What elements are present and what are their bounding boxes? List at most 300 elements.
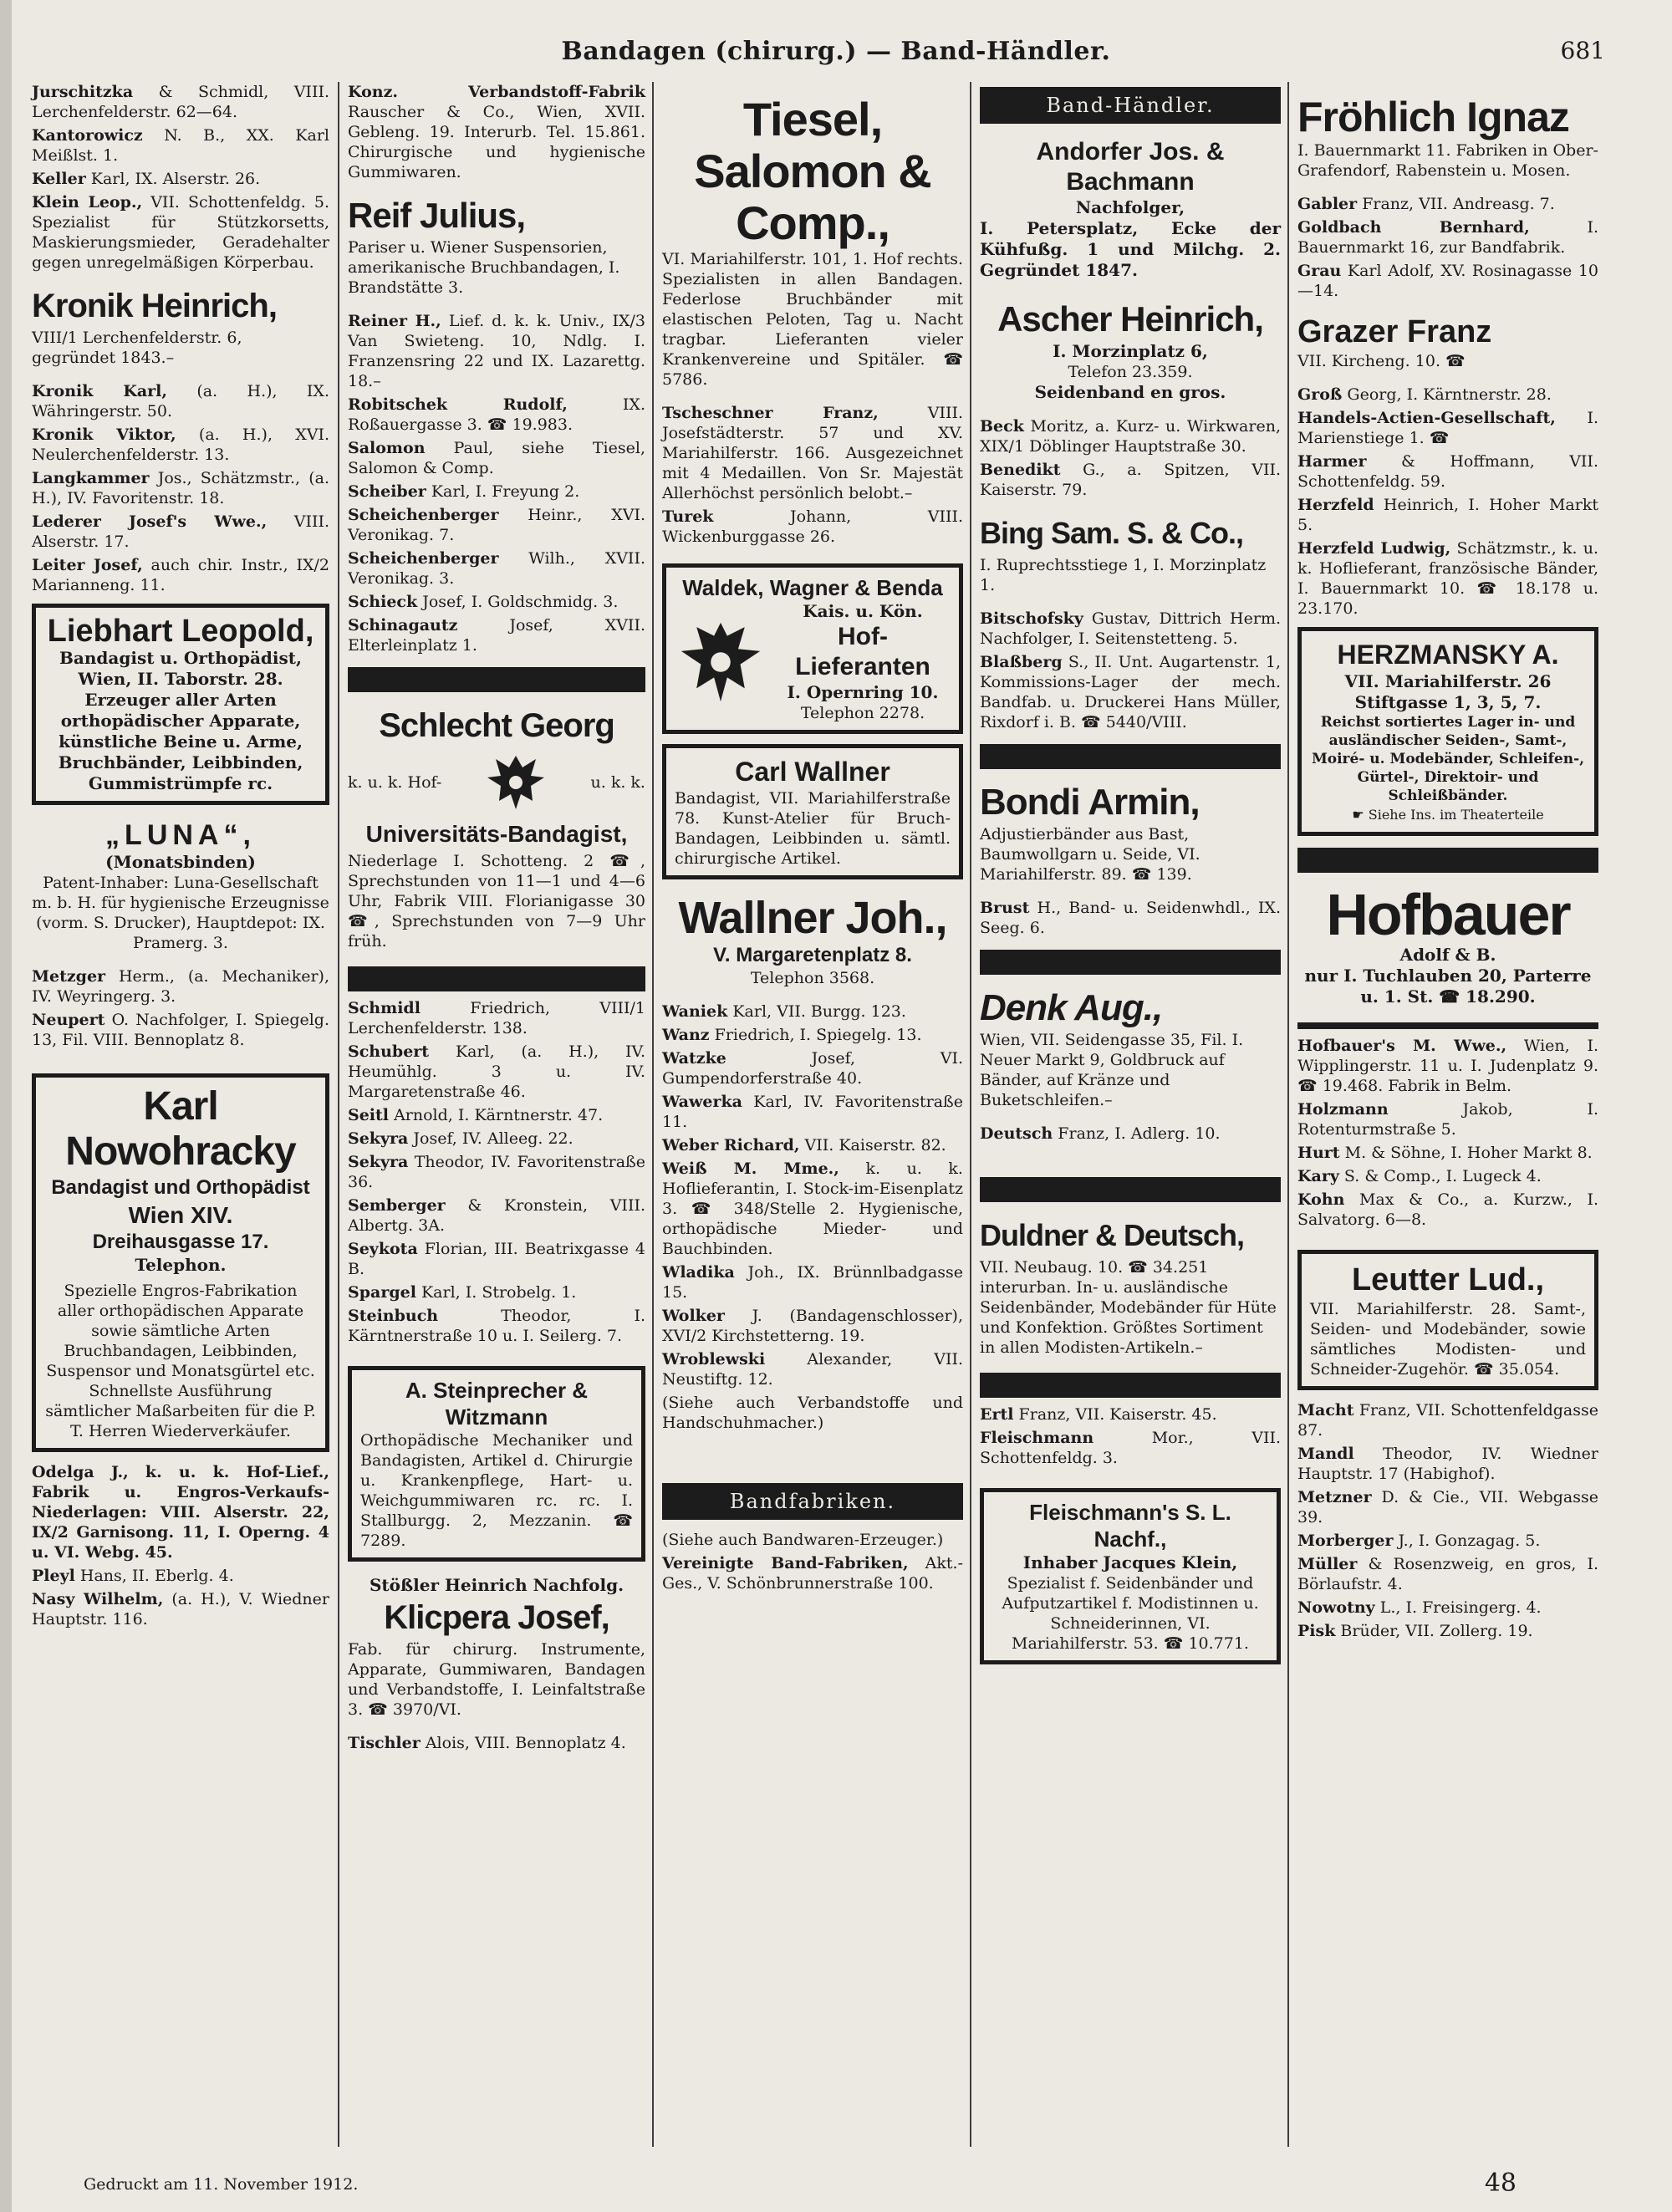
entry-text: Theodor, I. Kärntnerstraße 10 u. I. Seilerg. 7. (348, 1307, 645, 1345)
directory-entry (662, 1530, 963, 1550)
ad-line1: Bandagist und Orthopädist (51, 1176, 310, 1199)
ad-sub: Inhaber Jacques Klein, (1022, 1552, 1238, 1572)
entry-text: Karl, (a. H.), IV. Heumühlg. 3 u. IV. Margaretenstraße 46. (348, 1042, 645, 1101)
entry-name: Handels-Actien-Gesellschaft, (1297, 409, 1556, 427)
ad-text: Bandagist u. Orthopädist, Wien, II. Taborstr. 28. Erzeuger aller Arten orthopädischer Apparate, künstliche Beine u. Arme, Bruchbänder, Leibbinden, Gummistrümpfe rc. (58, 648, 303, 793)
entry-name: Langkammer (32, 469, 150, 487)
directory-entry (348, 1282, 645, 1302)
entry-text: Paul, siehe Tiesel, Salomon & Comp. (348, 439, 645, 477)
directory-entry (980, 1404, 1281, 1425)
ad-liebhart-leopold (32, 604, 329, 805)
entries-col4c (980, 898, 1281, 938)
directory-entry (1297, 1487, 1598, 1527)
directory-entry (348, 82, 645, 182)
directory-entry (1297, 495, 1598, 535)
directory-entry (980, 1124, 1281, 1144)
entry-text: H., Band- u. Seidenwhdl., IX. Seeg. 6. (980, 899, 1282, 937)
ad-bing-sam (980, 508, 1281, 599)
entry-name: Schinagautz (348, 616, 458, 635)
entry-text: S. & Comp., I. Lugeck 4. (1343, 1167, 1542, 1185)
entry-text: Georg, I. Kärntnerstr. 28. (1347, 385, 1552, 404)
ad-text: VI. Mariahilferstr. 101, 1. Hof rechts. Spezialisten in allen Bandagen. Federlose Bruchbänder mit elastischen Peloten, Tag u. Nacht tragbar. Lieferanten vieler Krankenvereine und Spitäler. ☎ 5786. (662, 250, 963, 389)
directory-entry (662, 1262, 963, 1302)
ad-name: Denk Aug., (980, 987, 1163, 1028)
entries-col4a (980, 416, 1281, 500)
directory-entry (348, 1195, 645, 1236)
column-5 (1291, 82, 1605, 2147)
ad-luna (32, 815, 329, 956)
ad-odelga (32, 1462, 329, 1562)
directory-entry (348, 482, 645, 502)
ad-reif-julius (348, 191, 645, 301)
column-4 (973, 82, 1287, 2147)
ad-top: Stößler Heinrich Nachfolg. (369, 1575, 624, 1595)
directory-entry (1297, 1099, 1598, 1139)
entry-text: (a. H.), V. Wiedner Hauptstr. 116. (32, 1590, 329, 1628)
entry-name: Grau (1297, 262, 1342, 280)
entry-text: Arnold, I. Kärntnerstr. 47. (394, 1106, 604, 1124)
directory-entry (980, 416, 1281, 456)
ad-text: VII. Kircheng. 10. ☎ (1297, 352, 1466, 370)
entry-text: Karl, VII. Burgg. 123. (732, 1002, 906, 1021)
entry-text: Franz, I. Adlerg. 10. (1058, 1124, 1221, 1143)
ad-sub: (Monatsbinden) (105, 852, 256, 872)
ad-text: Pariser u. Wiener Suspensorien, amerikanische Bruchbandagen, I. Brandstätte 3. (348, 238, 620, 297)
entry-text: & Kronstein, VIII. Albertg. 3A. (348, 1196, 645, 1235)
entry-text: Gustav, Dittrich Herm. Nachfolger, I. Seitenstetteng. 5. (980, 609, 1281, 648)
directory-entry (32, 512, 329, 552)
entry-text: VII. Schottenfeldg. 5. Spezialist für Stützkorsetts, Maskierungsmieder, Geradehalter gegen unregelmäßigen Körperbau. (32, 193, 329, 272)
ad-text: nur I. Tuchlauben 20, Parterre u. 1. St. ☎ 18.290. (1304, 966, 1592, 1007)
entries-col4d (980, 1124, 1281, 1144)
entry-text: Jakob, I. Rotenturmstraße 5. (1297, 1100, 1599, 1139)
entry-text: M. & Söhne, I. Hoher Markt 8. (1344, 1144, 1593, 1162)
ad-name: Liebhart Leopold, (47, 614, 314, 649)
ad-text: VII. Mariahilferstr. 28. Samt-, Seiden- und Modebänder, sowie sämtliches Modisten- und Schneider-Zugehör. ☎ 35.054. (1310, 1300, 1586, 1379)
directory-entry (662, 1349, 963, 1389)
ad-name: Schlecht Georg (379, 707, 614, 744)
entry-name: Schieck (348, 593, 418, 611)
ad-line1: V. Margaretenplatz 8. (713, 944, 912, 966)
ad-klicpera-josef (348, 1572, 645, 1723)
directory-entry (1297, 194, 1598, 214)
entry-text: O. Nachfolger, I. Spiegelg. 13, Fil. VIII. Bennoplatz 8. (32, 1011, 330, 1049)
ad-text: Reichst sortiertes Lager in- und ausländischer Seiden-, Samt-, Moiré- u. Modebänder, Schleifen-, Gürtel-, Direktoir- und Schleißbänder. (1311, 714, 1585, 804)
ad-name: Carl Wallner (735, 757, 890, 787)
entry-text: (Siehe auch Bandwaren-Erzeuger.) (662, 1531, 944, 1549)
entry-text: Theodor, IV. Favoritenstraße 36. (348, 1153, 645, 1191)
entry-name: Scheichenberger (348, 506, 499, 524)
entry-name: Jurschitzka (32, 83, 134, 101)
entry-name: Brust (980, 899, 1030, 917)
directory-entry (32, 1010, 329, 1050)
entry-text: Karl, I. Freyung 2. (431, 482, 580, 501)
entry-name: Mandl (1297, 1445, 1354, 1463)
entry-text: IX. Roßauergasse 3. ☎ 19.983. (348, 395, 645, 434)
entry-name: Morberger (1297, 1532, 1394, 1550)
ad-hof-right: u. k. k. (590, 773, 645, 792)
entry-text: Friedrich, VIII/1 Lerchenfelderstr. 138. (348, 999, 646, 1037)
divider-bar (348, 966, 645, 991)
ad-name: Bondi Armin, (980, 782, 1200, 823)
directory-entry (1297, 1190, 1598, 1230)
ad-name: Duldner & Deutsch, (980, 1218, 1245, 1252)
entry-text: Josef, IV. Alleeg. 22. (413, 1129, 573, 1148)
entry-text: & Rosenzweig, en gros, I. Börlaufstr. 4. (1297, 1555, 1599, 1593)
ad-name: A. Steinprecher & Witzmann (405, 1378, 589, 1430)
ad-text: I. Petersplatz, Ecke der Kühfußg. 1 und Milchg. 2. Gegründet 1847. (980, 218, 1281, 280)
entry-text: Heinrich, I. Hoher Markt 5. (1297, 496, 1598, 534)
ad-carl-wallner (662, 744, 963, 879)
entries-col1b (32, 966, 329, 1050)
ad-note (1310, 805, 1586, 825)
ad-text: Spezialist f. Seidenbänder und Aufputzartikel f. Modistinnen u. Schneiderinnen, VI. Mariahilferstr. 53. ☎ 10.771. (1002, 1574, 1259, 1653)
entry-name: Schubert (348, 1042, 430, 1061)
ad-name: Fleischmann's S. L. Nachf., (1029, 1500, 1231, 1552)
column-rule (970, 82, 971, 2147)
entry-name: Hurt (1297, 1144, 1340, 1162)
entry-text: Theodor, IV. Wiedner Hauptstr. 17 (Habighof). (1297, 1445, 1598, 1483)
page-number: 681 (1560, 37, 1605, 64)
entry-name: Macht (1297, 1401, 1354, 1419)
ad-name: Karl Nowohracky (65, 1084, 296, 1174)
entry-text: Brüder, VII. Zollerg. 19. (1340, 1622, 1533, 1640)
entry-text: Hans, II. Eberlg. 4. (79, 1567, 234, 1585)
directory-entry (662, 1135, 963, 1155)
entry-text: Karl, IX. Alserstr. 26. (90, 170, 261, 188)
directory-entry (348, 1306, 645, 1346)
entry-text: Karl, IV. Favoritenstraße 11. (662, 1093, 963, 1131)
entry-text: Josef, XVII. Elterleinplatz 1. (348, 616, 645, 655)
divider-bar (1297, 1022, 1598, 1029)
directory-entry (662, 507, 963, 547)
entry-name: Kronik Karl, (32, 382, 167, 400)
entries-col3c (662, 1530, 963, 1593)
ad-bondi-armin (980, 777, 1281, 888)
entry-name: Fleischmann (980, 1429, 1094, 1447)
double-eagle-icon (481, 747, 551, 818)
print-date: Gedruckt am 11. November 1912. (84, 2175, 359, 2194)
directory-entry (1297, 1400, 1598, 1440)
ad-herzmansky (1297, 627, 1598, 836)
entry-name: Groß (1297, 385, 1343, 404)
ad-line3: Seidenband en gros. (1034, 382, 1226, 402)
directory-entry (32, 966, 329, 1007)
sheet-number: 48 (1484, 2169, 1517, 2198)
section-title: Bandagen (chirurg.) — Band-Händler. (561, 37, 1111, 66)
ad-note-text: Siehe Ins. im Theaterteile (1368, 807, 1544, 823)
ad-line3: Dreihausgasse 17. (92, 1231, 269, 1253)
directory-entry (1297, 538, 1598, 619)
entry-name: Seykota (348, 1240, 418, 1258)
entry-name: Klein Leop., (32, 193, 143, 212)
entry-text: Joh., IX. Brünnlbadgasse 15. (662, 1263, 963, 1302)
directory-entry (348, 548, 645, 589)
entry-name: Beck (980, 417, 1024, 436)
ad-name: Reif Julius, (348, 196, 526, 235)
directory-entry (662, 403, 963, 503)
ad-sub: Nachfolger, (1075, 197, 1185, 217)
ad-name: Ascher Heinrich, (997, 299, 1263, 339)
entry-name: Metzger (32, 967, 106, 986)
ad-text: Fab. für chirurg. Instrumente, Apparate, Gummiwaren, Bandagen und Verbandstoffe, I. Leinfaltstraße 3. ☎ 3970/VI. (348, 1640, 645, 1719)
entry-name: Nowotny (1297, 1598, 1375, 1617)
directory-entry (32, 555, 329, 595)
entry-text: Rauscher & Co., Wien, XVII. Gebleng. 19. Interurb. Tel. 15.861. Chirurgische und hygienische Gummiwaren. (348, 103, 645, 181)
ad-right (775, 601, 951, 723)
ad-text: Adjustierbänder aus Bast, Baumwollgarn u. Seide, VI. Mariahilferstr. 89. ☎ 139. (980, 825, 1200, 884)
ad-fleischmann (980, 1488, 1281, 1664)
entry-name: Salomon (348, 439, 426, 457)
entry-name: Pleyl (32, 1567, 75, 1585)
directory-entry (980, 898, 1281, 938)
column-rule (1287, 82, 1289, 2147)
entry-name: Holzmann (1297, 1100, 1389, 1119)
directory-entry (32, 169, 329, 189)
ad-line4: Telephon. (135, 1255, 227, 1275)
entries-col2c (348, 998, 645, 1346)
entry-text: I. Bauernmarkt 16, zur Bandfabrik. (1297, 218, 1598, 257)
directory-entry (348, 1129, 645, 1149)
ad-leutter-lud (1297, 1250, 1598, 1390)
entry-name: Bitschofsky (980, 609, 1083, 628)
directory-entry (1297, 1166, 1598, 1186)
directory-entry (348, 1105, 645, 1125)
entries-col5b (1297, 385, 1598, 619)
entry-text: Alois, VIII. Bennoplatz 4. (425, 1734, 626, 1752)
entry-name: Gabler (1297, 195, 1358, 213)
entry-name: Kohn (1297, 1190, 1345, 1209)
ad-grazer-franz (1297, 309, 1598, 375)
entry-text: k. u. k. Hoflieferantin, I. Stock-im-Eisenplatz 3. ☎ 348/Stelle 2. Hygienische, orthopädische Mieder- und Bauchbinden. (662, 1160, 963, 1258)
entry-text: Moritz, a. Kurz- u. Wirkwaren, XIX/1 Döblinger Hauptstraße 30. (980, 417, 1281, 456)
entry-text: Wien, I. Wipplingerstr. 11 u. I. Judenplatz 9. ☎ 19.468. Fabrik in Belm. (1297, 1037, 1598, 1095)
entry-text: Wilh., XVII. Veronikag. 3. (348, 549, 645, 588)
ad-schlecht-georg (348, 701, 645, 955)
directory-entry (348, 505, 645, 545)
ad-line1: VII. Mariahilferstr. 26 (1344, 671, 1552, 691)
entry-name: Kary (1297, 1167, 1339, 1185)
divider-bar (980, 950, 1281, 975)
directory-entry (348, 1152, 645, 1192)
entry-name: Wroblewski (662, 1350, 766, 1368)
entries-col1-kronik (32, 381, 329, 595)
ad-duldner-deutsch (980, 1210, 1281, 1361)
ad-hof-left: k. u. k. Hof- (348, 773, 442, 792)
ad-ascher-heinrich (980, 294, 1281, 406)
ad-karl-nowohracky (32, 1073, 329, 1452)
entry-text: D. & Cie., VII. Webgasse 39. (1297, 1488, 1599, 1526)
directory-entry (662, 1553, 963, 1593)
entries-col1 (32, 82, 329, 273)
directory-entry (1297, 1598, 1598, 1618)
directory-entry (662, 1306, 963, 1346)
directory-entry (32, 1589, 329, 1629)
entry-name: Benedikt (980, 461, 1061, 479)
directory-entry (348, 1239, 645, 1279)
ad-name: HERZMANSKY A. (1337, 640, 1559, 670)
entry-name: Weber Richard, (662, 1136, 800, 1154)
entries-col2d (348, 1733, 645, 1753)
directory-entry (1297, 1621, 1598, 1641)
ad-line2: Stiftgasse 1, 3, 5, 7. (1354, 692, 1542, 712)
entry-text: auch chir. Instr., IX/2 Marianneng. 11. (32, 556, 329, 594)
entry-name: Hofbauer's M. Wwe., (1297, 1037, 1507, 1055)
entry-name: Seitl (348, 1106, 390, 1124)
directory-entry (32, 468, 329, 508)
ad-waldek-wagner-benda (662, 563, 963, 734)
page-header (30, 37, 1642, 70)
entry-name: Schmidl (348, 999, 421, 1017)
entry-name: Lederer Josef's Wwe., (32, 512, 268, 531)
entry-text: L., I. Freisingerg. 4. (1379, 1598, 1542, 1617)
entry-text: Franz, VII. Andreasg. 7. (1362, 195, 1555, 213)
entries-col4e (980, 1404, 1281, 1468)
entry-text: VII. Kaiserstr. 82. (804, 1136, 946, 1154)
directory-entry (348, 615, 645, 655)
entry-name: Semberger (348, 1196, 446, 1215)
entry-name: Spargel (348, 1283, 416, 1302)
entry-name: Scheiber (348, 482, 426, 501)
directory-entry (1297, 451, 1598, 492)
entry-text: G., a. Spitzen, VII. Kaiserstr. 79. (980, 461, 1281, 499)
entries-col1c (32, 1566, 329, 1629)
entry-name: Turek (662, 507, 714, 526)
entry-text: (Siehe auch Verbandstoffe und Handschuhmacher.) (662, 1394, 963, 1432)
column-1 (25, 82, 336, 2147)
entry-name: Watzke (662, 1049, 726, 1068)
pointing-hand-icon: ☛ (1352, 807, 1369, 823)
entry-text: Josef, I. Goldschmidg. 3. (422, 593, 619, 611)
directory-entry (348, 998, 645, 1038)
ad-tel: Telephon 2278. (800, 704, 925, 722)
column-3 (655, 82, 970, 2147)
heading-bandfabriken: Bandfabriken. (662, 1483, 963, 1520)
entry-text: Schätzmstr., k. u. k. Hoflieferant, französische Bänder, I. Bauernmarkt 10. ☎ 18.178 u. 23.170. (1297, 539, 1599, 618)
entry-text: Karl Adolf, XV. Rosinagasse 10—14. (1297, 262, 1598, 300)
directory-entry (980, 652, 1281, 732)
directory-entry (662, 1048, 963, 1088)
directory-entry (348, 592, 645, 612)
entry-text: Josef, VI. Gumpendorferstraße 40. (662, 1049, 963, 1088)
ad-name: Hofbauer (1326, 882, 1570, 947)
entry-name: Pisk (1297, 1622, 1336, 1640)
entry-name: Goldbach Bernhard, (1297, 218, 1530, 237)
ad-andorfer-bachmann (980, 134, 1281, 284)
directory-entry (1297, 1531, 1598, 1551)
entry-text: VIII. Alserstr. 17. (32, 512, 329, 551)
entry-text: Max & Co., a. Kurzw., I. Salvatorg. 6—8. (1297, 1190, 1598, 1229)
divider-bar (980, 1373, 1281, 1398)
ad-name: Bing Sam. S. & Co., (980, 516, 1244, 550)
directory-entry (32, 425, 329, 465)
ad-text: VIII/1 Lerchenfelderstr. 6, gegründet 1843.– (32, 329, 242, 367)
entry-text: Franz, VII. Schottenfeldgasse 87. (1297, 1401, 1598, 1440)
entry-name: Scheichenberger (348, 549, 499, 568)
entry-name: Wanz (662, 1026, 710, 1044)
directory-entry (1297, 1036, 1598, 1096)
ad-name: Kronik Heinrich, (32, 288, 277, 324)
entry-text: Akt.-Ges., V. Schönbrunnerstraße 100. (662, 1554, 963, 1593)
ad-line1: Adolf & B. (1399, 945, 1496, 965)
directory-entry (1297, 408, 1598, 448)
ad-text: Wien, VII. Seidengasse 35, Fil. I. Neuer Markt 9, Goldbruck auf Bänder, auf Kränze und Buketschleifen.– (980, 1031, 1244, 1109)
entry-name: Blaßberg (980, 653, 1063, 671)
directory-entry (32, 82, 329, 122)
column-rule (338, 82, 339, 2147)
directory-entry (662, 1159, 963, 1259)
entry-name: Nasy Wilhelm, (32, 1590, 164, 1608)
entry-text: & Hoffmann, VII. Schottenfeldg. 59. (1297, 452, 1598, 491)
entry-text: Franz, VII. Kaiserstr. 45. (1018, 1405, 1217, 1424)
directory-entry (348, 311, 645, 391)
entry-text: Herm., (a. Mechaniker), IV. Weyringerg. 3. (32, 967, 329, 1006)
ad-text: VII. Neubaug. 10. ☎ 34.251 interurban. In- u. ausländische Seidenbänder, Modebänder für Hüte und Konfektion. Größtes Sortiment in allen Modisten-Artikeln.– (980, 1258, 1277, 1357)
column-rule (652, 82, 654, 2147)
directory-entry (980, 609, 1281, 649)
ad-wallner-joh (662, 889, 963, 991)
directory-entry (348, 395, 645, 435)
entry-name: Robitschek Rudolf, (348, 395, 568, 414)
directory-entry (348, 438, 645, 478)
entry-text: Jos., Schätzmstr., (a. H.), IV. Favoritenstr. 18. (32, 469, 329, 507)
entries-col2a (348, 82, 645, 182)
directory-entry (32, 192, 329, 273)
directory-entry (662, 1002, 963, 1022)
entry-name: Keller (32, 170, 86, 188)
ad-line1: I. Morzinplatz 6, (1053, 341, 1208, 361)
ad-name: Fröhlich Ignaz (1297, 94, 1569, 140)
ad-text: Spezielle Engros-Fabrikation aller orthopädischen Apparate sowie sämtliche Arten Bruchbandagen, Leibbinden, Suspensor und Monatsgürtel etc. Schnellste Ausführung sämtlicher Maßarbeiten für die P. T. Herren Wiederverkäufer. (45, 1282, 316, 1440)
directory-entry (1297, 1444, 1598, 1484)
directory-entry (662, 1025, 963, 1045)
entry-name: Neupert (32, 1011, 105, 1029)
entry-text: S., II. Unt. Augartenstr. 1, Kommissions-Lager der mech. Bandfab. u. Druckerei Hans Müller, Rixdorf i. B. ☎ 5440/VIII. (980, 653, 1281, 731)
imperial-eagle-icon (675, 616, 767, 708)
ad-addr: I. Opernring 10. (787, 682, 939, 702)
entry-text: Friedrich, I. Spiegelg. 13. (714, 1026, 922, 1044)
ad-text: Niederlage I. Schotteng. 2 ☎, Sprechstunden von 11—1 und 4—6 Uhr, Fabrik VIII. Florianigasse 30 ☎, Sprechstunden von 7—9 Uhr früh. (348, 852, 645, 951)
entry-name: Tischler (348, 1734, 421, 1752)
entry-name: Kantorowicz (32, 126, 143, 145)
directory-entry (980, 460, 1281, 500)
entries-col5d (1297, 1400, 1598, 1641)
entry-name: Sekyra (348, 1129, 409, 1148)
entry-name: Vereinigte Band-Fabriken, (662, 1554, 909, 1572)
ad-name: Grazer Franz (1297, 314, 1492, 349)
entry-text: N. B., XX. Karl Meißlst. 1. (32, 126, 329, 165)
entries-col3a (662, 403, 963, 547)
entries-col3b (662, 1002, 963, 1433)
directory-entry (1297, 261, 1598, 301)
ad-name: „LUNA“, (105, 819, 256, 851)
entry-name: Wolker (662, 1307, 725, 1325)
entry-text: (a. H.), IX. Währingerstr. 50. (32, 382, 329, 420)
page-footer (84, 2169, 1642, 2202)
entry-name: Müller (1297, 1555, 1358, 1573)
divider-bar (348, 667, 645, 692)
ad-denk-aug (980, 983, 1281, 1114)
entry-text: Lief. d. k. k. Univ., IX/3 Van Swieteng. 10, Ndlg. I. Franzensring 22 und IX. Lazarettg. 18.– (348, 312, 645, 390)
directory-entry (1297, 217, 1598, 257)
entry-text: Johann, VIII. Wickenburggasse 26. (662, 507, 964, 546)
entry-name: Konz. Verbandstoff-Fabrik (348, 83, 645, 101)
ad-line2: Telefon 23.359. (1068, 363, 1193, 381)
ad-steinprecher-witzmann (348, 1366, 645, 1562)
column-2 (341, 82, 652, 2147)
entry-name: Wladika (662, 1263, 735, 1282)
ad-name: Andorfer Jos. & Bachmann (1036, 138, 1225, 196)
